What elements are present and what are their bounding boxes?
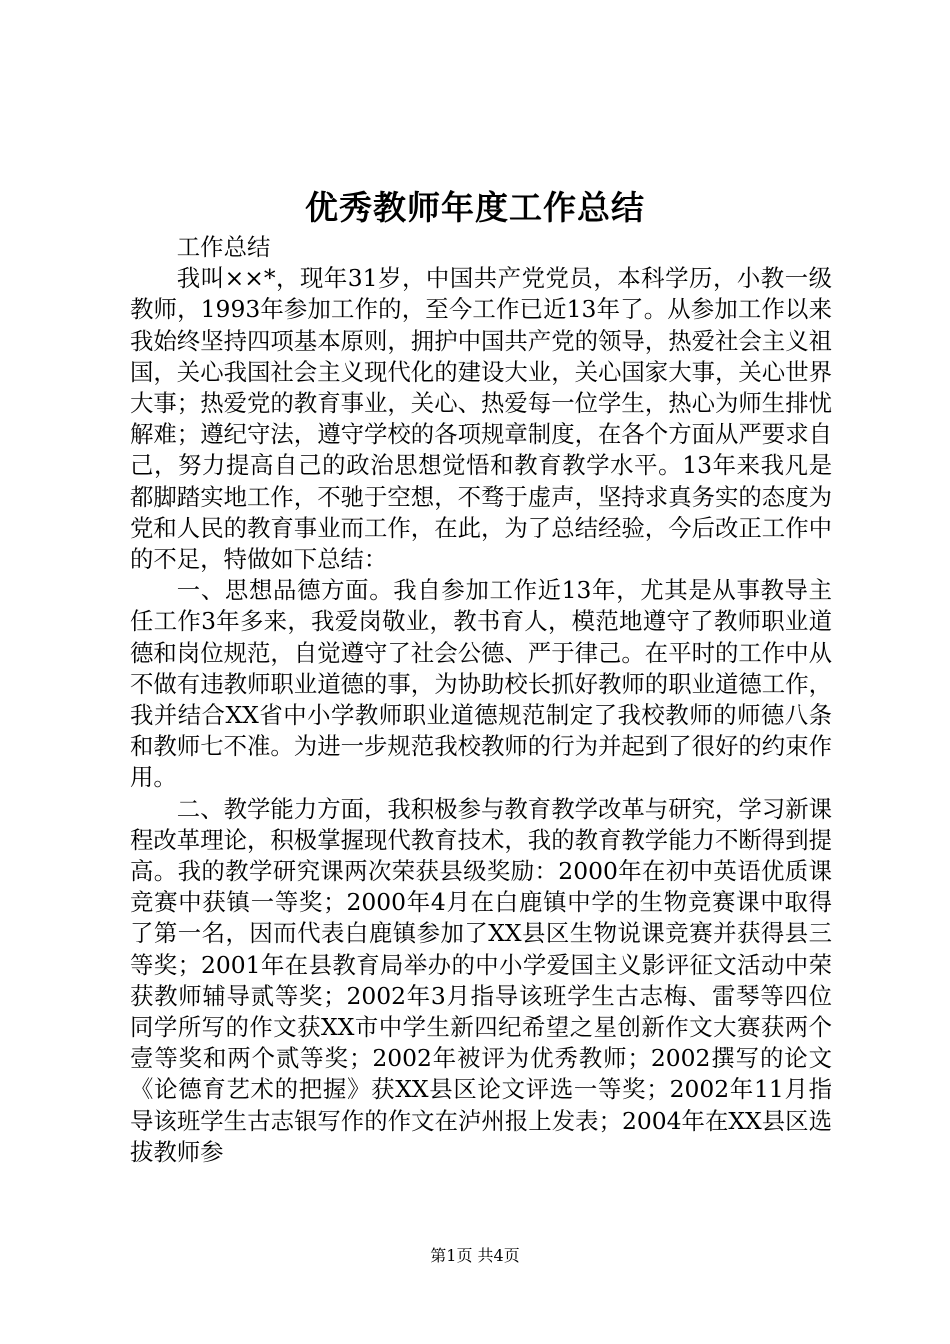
paragraph-heading: 工作总结: [176, 233, 271, 261]
document-body: [130, 232, 832, 1168]
paragraph-section-2: 二、教学能力方面，我积极参与教育教学改革与研究，学习新课程改革理论，积极掌握现代教育技术，我的教育教学能力不断得到提高。我的教学研究课两次荣获县级奖励：2000年在初中英语优质课竞赛中获镇一等奖；2000年4月在白鹿镇中学的生物竞赛课中取得了第一名，因而代表白鹿镇参加了XX县区生物说课竞赛并获得县三等奖；2001年在县教育局举办的中小学爱国主义影评征文活动中荣获教师辅导贰等奖；2002年3月指导该班学生古志梅、雷琴等四位同学所写的作文获XX市中学生新四纪希望之星创新作文大赛获两个壹等奖和两个贰等奖；2002年被评为优秀教师；2002撰写的论文《论德育艺术的把握》获XX县区论文评选一等奖；2002年11月指导该班学生古志银写作的作文在泸州报上发表；2004年在XX县区选拔教师参: [130, 794, 832, 1166]
paragraph-intro: 我叫××*，现年31岁，中国共产党党员，本科学历，小教一级教师，1993年参加工作的，至今工作已近13年了。从参加工作以来我始终坚持四项基本原则，拥护中国共产党的领导，热爱社会主义祖国，关心我国社会主义现代化的建设大业，关心国家大事，关心世界大事；热爱党的教育事业，关心、热爱每一位学生，热心为师生排忧解难；遵纪守法，遵守学校的各项规章制度，在各个方面从严要求自己，努力提高自己的政治思想觉悟和教育教学水平。13年来我凡是都脚踏实地工作，不驰于空想，不骛于虚声，坚持求真务实的态度为党和人民的教育事业而工作，在此，为了总结经验，今后改正工作中的不足，特做如下总结：: [130, 264, 832, 574]
page-footer: 第1页 共4页: [430, 1246, 520, 1265]
paragraph-section-1: 一、思想品德方面。我自参加工作近13年，尤其是从事教导主任工作3年多来，我爱岗敬业，教书育人，模范地遵守了教师职业道德和岗位规范，自觉遵守了社会公德、严于律己。在平时的工作中从不做有违教师职业道德的事，为协助校长抓好教师的职业道德工作，我并结合XX省中小学教师职业道德规范制定了我校教师的师德八条和教师七不准。为进一步规范我校教师的行为并起到了很好的约束作用。: [130, 576, 832, 792]
document-title: 优秀教师年度工作总结: [305, 188, 645, 227]
